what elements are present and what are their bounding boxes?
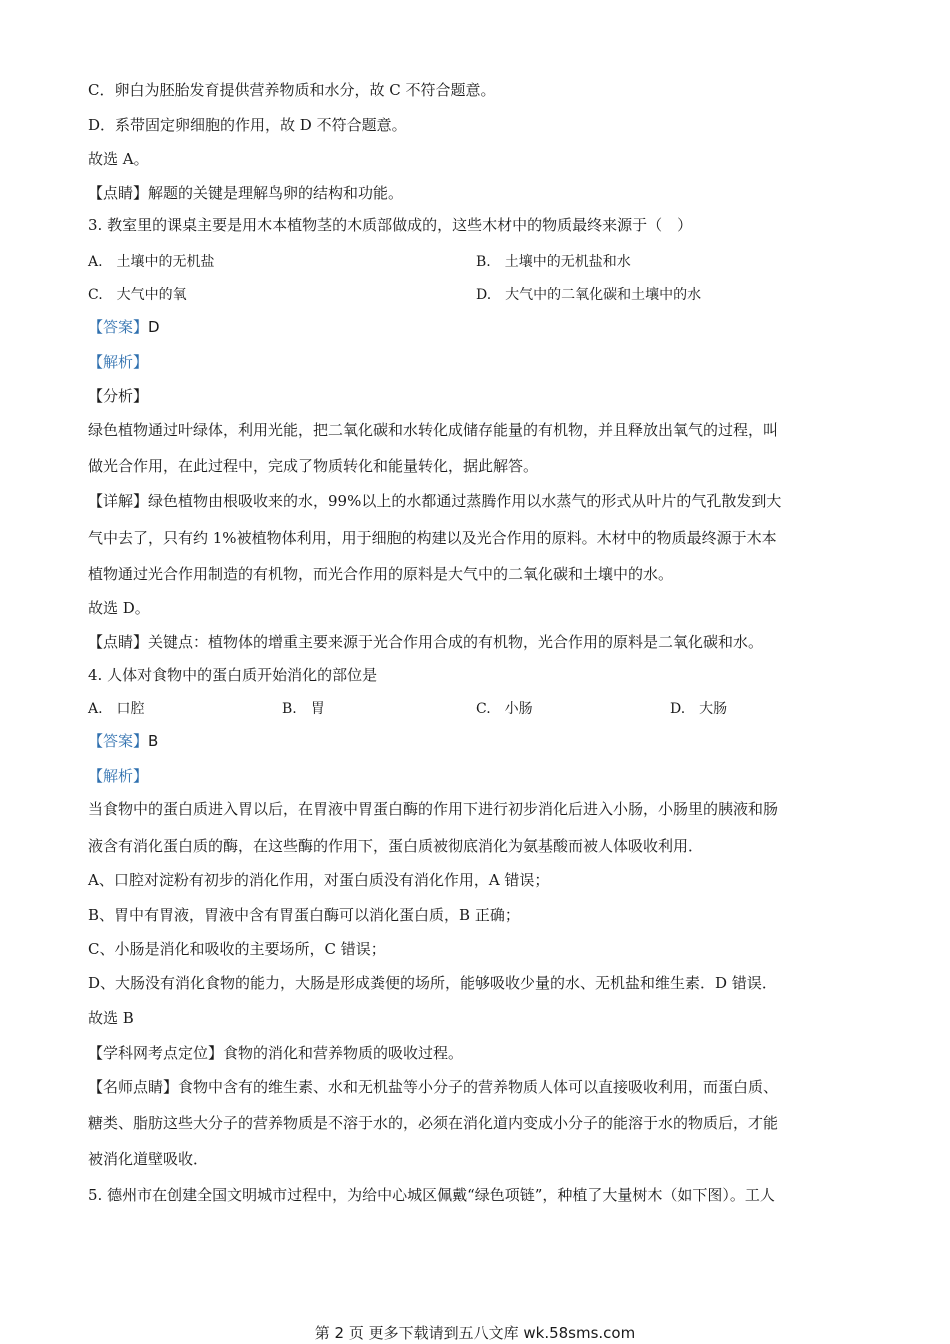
q4-option-a: A. 口腔 (88, 701, 145, 717)
text-line: 气中去了，只有约 1%被植物体利用，用于细胞的构建以及光合作用的原料。木材中的物质最终源于木本 (88, 529, 777, 547)
text-line: 液含有消化蛋白质的酶，在这些酶的作用下，蛋白质被彻底消化为氨基酸而被人体吸收利用． (88, 837, 704, 855)
q4-analysis-tag: 【解析】 (88, 767, 149, 785)
text-line: B、胃中有胃液，胃液中含有胃蛋白酶可以消化蛋白质，B 正确； (88, 906, 520, 924)
text-line: 故选 B (88, 1009, 134, 1027)
text-line: 糖类、脂肪这些大分子的营养物质是不溶于水的，必须在消化道内变成小分子的能溶于水的物质后，才能 (88, 1114, 779, 1132)
q3-option-a: A. 土壤中的无机盐 (88, 254, 215, 270)
text-line: D、大肠没有消化食物的能力，大肠是形成粪便的场所，能够吸收少量的水、无机盐和维生素．D 错误． (88, 974, 777, 992)
q3-option-b: B. 土壤中的无机盐和水 (476, 254, 631, 270)
text-line: 当食物中的蛋白质进入胃以后，在胃液中胃蛋白酶的作用下进行初步消化后进入小肠，小肠里的胰液和肠 (88, 800, 779, 818)
text-line: D．系带固定卵细胞的作用，故 D 不符合题意。 (88, 116, 407, 134)
q3-option-c: C. 大气中的氧 (88, 287, 187, 303)
q4-option-c: C. 小肠 (476, 701, 533, 717)
q3-analysis-tag: 【解析】 (88, 353, 149, 371)
text-line: C．卵白为胚胎发育提供营养物质和水分，故 C 不符合题意。 (88, 81, 496, 99)
text-line: A、口腔对淀粉有初步的消化作用，对蛋白质没有消化作用，A 错误； (88, 871, 550, 889)
text-line: 【学科网考点定位】食物的消化和营养物质的吸收过程。 (88, 1044, 464, 1062)
q3-answer (88, 317, 160, 337)
q4-answer (88, 731, 158, 751)
text-line: 【点睛】解题的关键是理解鸟卵的结构和功能。 (88, 184, 404, 202)
answer-value: D (148, 318, 160, 336)
text-line: 故选 A。 (88, 150, 149, 168)
q4-option-b: B. 胃 (282, 701, 325, 717)
text-line: 故选 D。 (88, 599, 150, 617)
text-line: 【名师点睛】食物中含有的维生素、水和无机盐等小分子的营养物质人体可以直接吸收利用，而蛋白质、 (88, 1078, 779, 1096)
text-line: 【点睛】关键点：植物体的增重主要来源于光合作用合成的有机物，光合作用的原料是二氧化碳和水。 (88, 633, 764, 651)
q3-option-d: D. 大气中的二氧化碳和土壤中的水 (476, 287, 702, 303)
answer-tag: 【答案】 (88, 732, 149, 750)
question-5: 5. 德州市在创建全国文明城市过程中，为给中心城区佩戴“绿色项链”，种植了大量树木（如下图）。工人 (88, 1186, 775, 1204)
text-line: 绿色植物通过叶绿体，利用光能，把二氧化碳和水转化成储存能量的有机物，并且释放出氧气的过程，叫 (88, 421, 779, 439)
text-line: 植物通过光合作用制造的有机物，而光合作用的原料是大气中的二氧化碳和土壤中的水。 (88, 565, 674, 583)
text-line: C、小肠是消化和吸收的主要场所，C 错误； (88, 940, 386, 958)
text-line: 做光合作用，在此过程中，完成了物质转化和能量转化，据此解答。 (88, 457, 539, 475)
text-line: 【详解】绿色植物由根吸收来的水，99%以上的水都通过蒸腾作用以水蒸气的形式从叶片的气孔散发到大 (88, 492, 782, 510)
answer-value: B (148, 732, 159, 750)
question-3: 3. 教室里的课桌主要是用木本植物茎的木质部做成的，这些木材中的物质最终来源于（ ） (88, 216, 693, 234)
answer-tag: 【答案】 (88, 318, 149, 336)
text-line: 被消化道壁吸收． (88, 1150, 209, 1168)
page-footer: 第 2 页 更多下载请到五八文库 wk.58sms.com (314, 1324, 636, 1342)
q3-fenxi-tag: 【分析】 (88, 387, 149, 405)
q4-option-d: D. 大肠 (670, 701, 728, 717)
question-4: 4. 人体对食物中的蛋白质开始消化的部位是 (88, 666, 378, 684)
